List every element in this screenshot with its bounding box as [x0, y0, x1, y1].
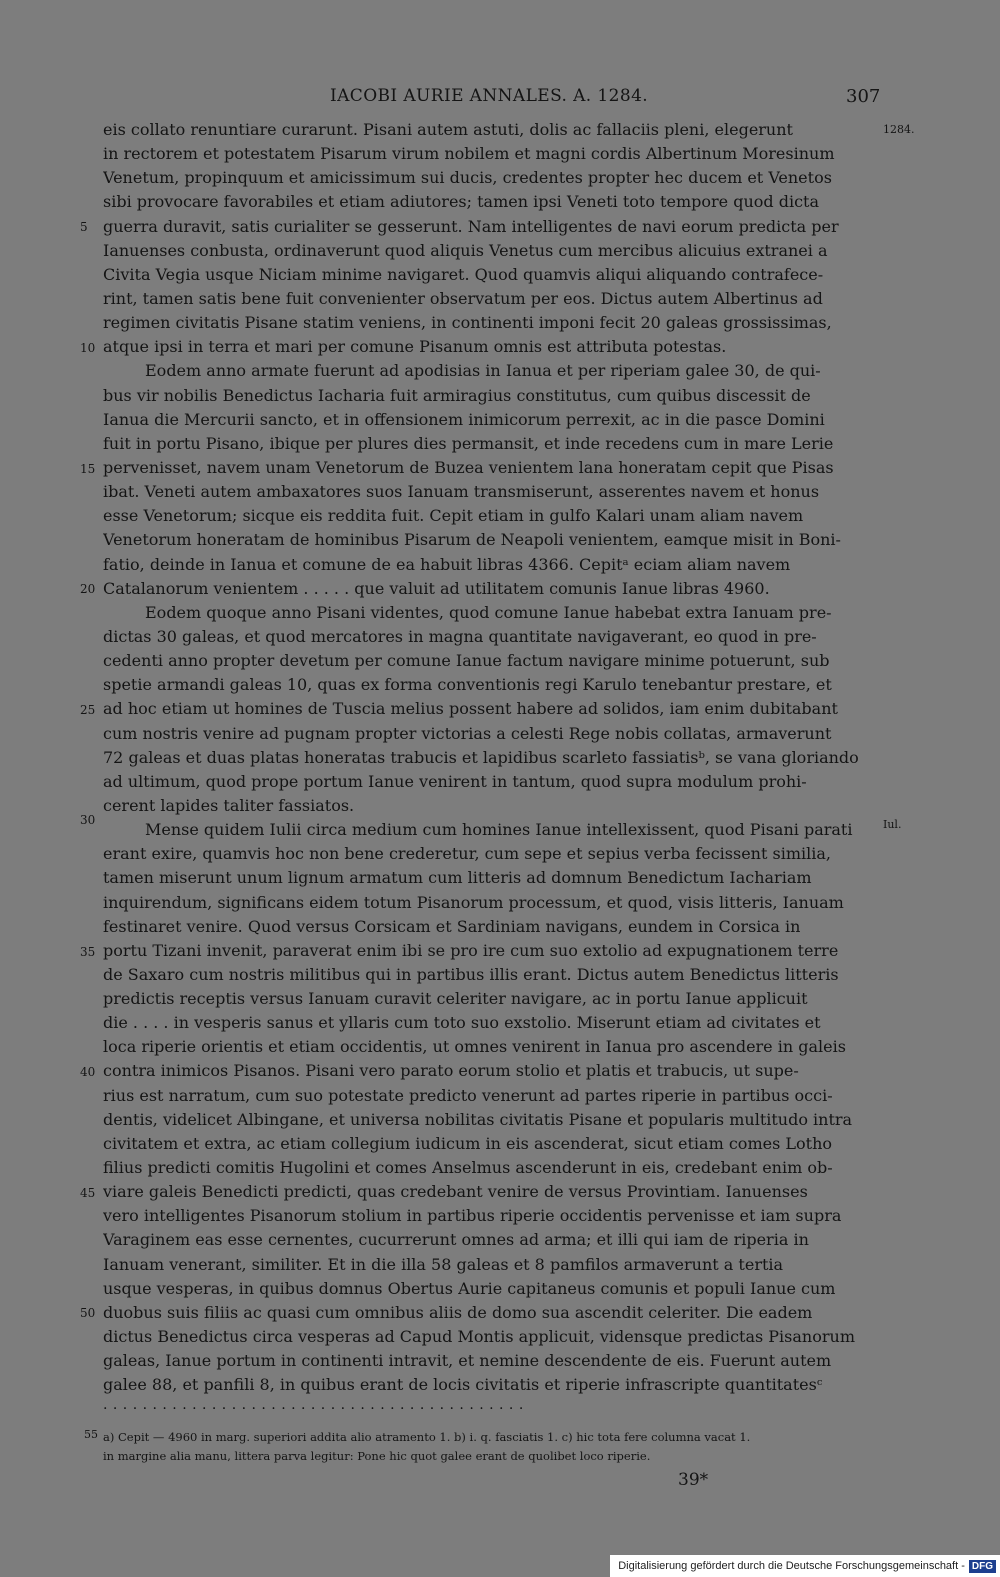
text-line: Civita Vegia usque Niciam minime navigaret. Quod quamvis aliqui aliquando contrafece-: [103, 264, 824, 284]
text-line: eis collato renuntiare curarunt. Pisani autem astuti, dolis ac fallaciis pleni, elegerunt: [103, 120, 793, 139]
signature-mark: 39*: [678, 1470, 709, 1490]
text-line: pervenisset, navem unam Venetorum de Buzea venientem lana honeratam cepit que Pisas: [103, 457, 834, 477]
digitization-note: Digitalisierung gefördert durch die Deutsche Forschungsgemeinschaft -: [618, 1560, 965, 1572]
text-line: Ianuam venerant, similiter. Et in die illa 58 galeas et 8 pamfilos armaverunt a tertia: [103, 1254, 784, 1274]
text-line: dentis, videlicet Albingane, et universa nobilitas civitatis Pisane et popularis multitudo intra: [103, 1109, 853, 1129]
text-line: predictis receptis versus Ianuam curavit celeriter navigare, ac in portu Ianue applicuit: [103, 989, 808, 1009]
text-line: Eodem quoque anno Pisani videntes, quod comune Ianue habebat extra Ianuam pre-: [145, 602, 832, 622]
text-line: Venetum, propinquum et amicissimum sui ducis, credentes propter hec ducem et Venetos: [103, 168, 832, 188]
line-number: 30: [80, 813, 96, 827]
text-line: spetie armandi galeas 10, quas ex forma conventionis regi Karulo tenebantur prestare, et: [103, 675, 832, 695]
line-number: 35: [80, 945, 96, 959]
text-line: filius predicti comitis Hugolini et comes Anselmus ascenderunt in eis, credebant enim ob-: [103, 1158, 833, 1178]
text-line: in rectorem et potestatem Pisarum virum nobilem et magni cordis Albertinum Moresinum: [103, 144, 835, 164]
text-line: duobus suis filiis ac quasi cum omnibus aliis de domo sua ascendit celeriter. Die eadem: [103, 1302, 813, 1322]
text-line: viare galeis Benedicti predicti, quas credebant venire de versus Provintiam. Ianuenses: [103, 1182, 808, 1202]
text-line: de Saxaro cum nostris militibus qui in partibus illis erant. Dictus autem Benedictus litteris: [103, 964, 839, 984]
line-number: 10: [80, 341, 96, 355]
dfg-logo: DFG: [969, 1560, 996, 1573]
text-line: contra inimicos Pisanos. Pisani vero parato eorum stolio et platis et trabucis, ut supe-: [103, 1061, 799, 1081]
text-line: rint, tamen satis bene fuit convenienter observatum per eos. Dictus autem Albertinus ad: [103, 288, 823, 308]
page-number: 307: [846, 86, 881, 107]
text-line: Venetorum honeratam de hominibus Pisarum de Neapoli venientem, eamque misit in Boni-: [103, 530, 841, 550]
text-line: erant exire, quamvis hoc non bene crederetur, cum sepe et sepius verba fecissent similia,: [103, 844, 831, 864]
text-line: dictus Benedictus circa vesperas ad Capud Montis applicuit, vidensque predictas Pisanorum: [103, 1327, 855, 1347]
text-line: Mense quidem Iulii circa medium cum homines Ianue intellexissent, quod Pisani parati: [145, 820, 853, 840]
footnote: a) Cepit — 4960 in marg. superiori addita alio atramento 1. b) i. q. fasciatis 1. c) hic tota fere columna vacat 1.: [103, 1430, 751, 1444]
text-line: fuit in portu Pisano, ibique per plures dies permansit, et inde recedens cum in mare Lerie: [103, 433, 834, 453]
line-number: 5: [80, 220, 88, 234]
text-line: Eodem anno armate fuerunt ad apodisias in Ianua et per riperiam galee 30, de qui-: [145, 361, 821, 381]
text-line: portu Tizani invenit, paraverat enim ibi se pro ire cum suo extolio ad expugnationem terre: [103, 940, 839, 960]
text-line: ad ultimum, quod prope portum Ianue venirent in tantum, quod supra modulum prohi-: [103, 771, 807, 791]
text-line: dictas 30 galeas, et quod mercatores in magna quantitate navigaverant, eo quod in pre-: [103, 626, 817, 646]
text-line: vero intelligentes Pisanorum stolium in partibus riperie occidentis pervenisse et iam supra: [103, 1206, 842, 1226]
text-line: tamen miserunt unum lignum armatum cum litteris ad domnum Benedictum Iachariam: [103, 868, 812, 888]
footnotes: [103, 1428, 878, 1466]
text-line: Ianuenses conbusta, ordinaverunt quod aliquis Venetus cum mercibus alicuius extranei a: [103, 240, 828, 260]
text-line: usque vesperas, in quibus domnus Obertus Aurie capitaneus comunis et populi Ianue cum: [103, 1278, 836, 1298]
text-line: civitatem et extra, ac etiam collegium iudicum in eis ascenderat, sicut etiam comes Lotho: [103, 1133, 832, 1153]
text-line: atque ipsi in terra et mari per comune Pisanum omnis est attributa potestas.: [103, 337, 727, 357]
text-line: loca riperie orientis et etiam occidentis, ut omnes venirent in Ianua pro ascendere in galeis: [103, 1037, 846, 1057]
footnote-line-number: 55: [84, 1428, 98, 1441]
body-text: [103, 118, 878, 1422]
line-number: 45: [80, 1186, 96, 1200]
text-line: rius est narratum, cum suo potestate predicto venerunt ad partes riperie in partibus occi-: [103, 1085, 833, 1105]
line-number: 25: [80, 703, 96, 717]
text-line: galee 88, et panfili 8, in quibus erant de locis civitatis et riperie infrascripte quantitatesᶜ: [103, 1375, 823, 1395]
text-line: esse Venetorum; sicque eis reddita fuit. Cepit etiam in gulfo Kalari unam aliam navem: [103, 506, 804, 526]
text-line: bus vir nobilis Benedictus Iacharia fuit armiragius constitutus, cum quibus discessit de: [103, 385, 811, 405]
text-line: cerent lapides taliter fassiatos.: [103, 795, 355, 815]
text-line: regimen civitatis Pisane statim veniens, in continenti imponi fecit 20 galeas grossissimas,: [103, 313, 832, 333]
margin-year-note: 1284.: [883, 123, 915, 136]
text-line: sibi provocare favorabiles et etiam adiutores; tamen ipsi Veneti toto tempore quod dicta: [103, 192, 819, 212]
text-line: Ianua die Mercurii sancto, et in offensionem inimicorum perrexit, ac in die pasce Domini: [103, 409, 825, 429]
digitization-banner: [610, 1555, 1000, 1577]
text-line: 72 galeas et duas platas honeratas trabucis et lapidibus scarleto fassiatisᵇ, se vana gloriando: [103, 747, 859, 767]
text-line: fatio, deinde in Ianua et comune de ea habuit libras 4366. Cepitᵃ eciam aliam navem: [103, 554, 791, 574]
text-line: Varaginem eas esse cernentes, cucurrerunt omnes ad arma; et illi qui iam de riperia in: [103, 1230, 809, 1250]
text-line: guerra duravit, satis curialiter se gesserunt. Nam intelligentes de navi eorum predicta per: [103, 216, 839, 236]
margin-month-note: Iul.: [883, 818, 902, 831]
line-number: 15: [80, 462, 96, 476]
line-number: 20: [80, 582, 96, 596]
line-number: 50: [80, 1306, 96, 1320]
running-title: IACOBI AURIE ANNALES. A. 1284.: [330, 86, 649, 106]
text-line: ad hoc etiam ut homines de Tuscia melius possent habere ad solidos, iam enim dubitabant: [103, 699, 838, 719]
text-line: cedenti anno propter devetum per comune Ianue factum navigare minime potuerunt, sub: [103, 651, 830, 671]
text-line: cum nostris venire ad pugnam propter victorias a celesti Rege nobis collatas, armaverunt: [103, 723, 832, 743]
text-line: ibat. Veneti autem ambaxatores suos Ianuam transmiserunt, asserentes navem et honus: [103, 482, 820, 502]
text-line: inquirendum, significans eidem totum Pisanorum processum, et quod, visis litteris, Ianuam: [103, 892, 844, 912]
text-line: die . . . . in vesperis sanus et yllaris cum toto suo exstolio. Miserunt etiam ad civitates et: [103, 1013, 821, 1033]
text-line: festinaret venire. Quod versus Corsicam et Sardiniam navigans, eundem in Corsica in: [103, 916, 801, 936]
line-number: 40: [80, 1065, 96, 1079]
footnote: in margine alia manu, littera parva legitur: Pone hic quot galee erant de quolibet loco riperie.: [103, 1449, 651, 1463]
text-line: galeas, Ianue portum in continenti intravit, et nemine descendente de eis. Fuerunt autem: [103, 1351, 832, 1371]
lacuna-dots: . . . . . . . . . . . . . . . . . . . . . . . . . . . . . . . . . . . . . . . . . . .: [103, 1397, 524, 1413]
text-line: Catalanorum venientem . . . . . que valuit ad utilitatem comunis Ianue libras 4960.: [103, 578, 770, 598]
